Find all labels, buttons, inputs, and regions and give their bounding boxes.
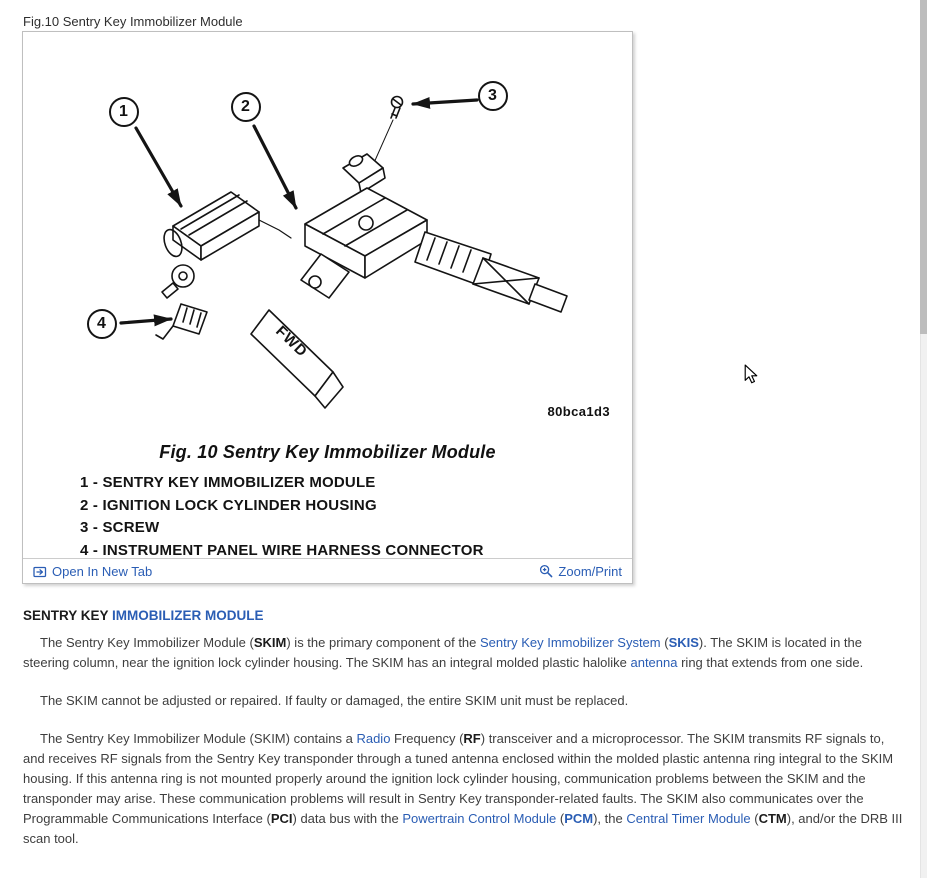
text-segment: ) is the primary component of the <box>286 635 481 650</box>
figure-panel <box>22 31 633 584</box>
figure-toolbar <box>23 558 632 583</box>
paragraph-3 <box>23 729 907 849</box>
scrollbar-thumb[interactable] <box>920 0 927 334</box>
text-segment: Frequency ( <box>390 731 464 746</box>
inline-link[interactable]: antenna <box>630 655 678 670</box>
text-segment: ( <box>750 811 759 826</box>
skim-module-drawing <box>161 192 291 298</box>
legend-item-2: 2 - IGNITION LOCK CYLINDER HOUSING <box>80 496 377 514</box>
article <box>23 608 907 849</box>
diagram-area <box>23 42 632 442</box>
fwd-banner <box>251 310 343 408</box>
column-shaft-drawing <box>415 232 567 312</box>
legend-item-3: 3 - SCREW <box>80 519 160 536</box>
ignition-housing-drawing <box>301 188 427 298</box>
zoom-print-label: Zoom/Print <box>558 563 622 579</box>
text-segment: ) data bus with the <box>292 811 403 826</box>
fwd-label: FWD <box>272 322 311 361</box>
harness-connector-drawing <box>156 304 207 339</box>
text-segment: RF <box>463 731 481 746</box>
scrollbar-track[interactable] <box>920 0 927 878</box>
text-segment: The Sentry Key Immobilizer Module (SKIM) contains a <box>40 731 357 746</box>
section-heading <box>23 608 907 623</box>
inline-link[interactable]: Sentry Key Immobilizer System <box>480 635 661 650</box>
text-segment: ( <box>556 811 565 826</box>
callout-1: 1 <box>109 97 139 127</box>
inline-link[interactable]: SKIS <box>668 635 699 650</box>
text-segment: ) transceiver and a microprocessor. The SKIM transmits RF signals to, and receives RF signals from the Sentry Key transponder through a tuned antenna enclosed within the molded plastic antenna ring integral to the SKIM housing. If this antenna ring is not mounted properly around the ignition lock cylinder housing, communication problems between the SKIM and the transponder may arise. These communication problems will result in Sentry Key transponder-related faults. The SKIM also communicates over the Programmable Communications Interface ( <box>23 731 894 826</box>
paragraph-2 <box>23 691 907 711</box>
text-segment: The SKIM cannot be adjusted or repaired. If faulty or damaged, the entire SKIM unit must be replaced. <box>40 693 629 708</box>
figure-title-label: Fig.10 Sentry Key Immobilizer Module <box>23 14 243 29</box>
callout-2: 2 <box>231 92 261 122</box>
paragraph-1 <box>23 633 907 673</box>
legend-item-4: 4 - INSTRUMENT PANEL WIRE HARNESS CONNECTOR <box>80 541 484 559</box>
text-segment: The Sentry Key Immobilizer Module ( <box>40 635 254 650</box>
text-segment: CTM <box>758 811 787 826</box>
text-segment: SKIM <box>253 635 287 650</box>
open-in-new-tab-link[interactable] <box>33 564 152 579</box>
text-segment: ), the <box>593 811 627 826</box>
text-segment: SENTRY KEY <box>23 608 113 623</box>
legend-item-1: 1 - SENTRY KEY IMMOBILIZER MODULE <box>80 474 376 491</box>
open-in-new-tab-icon <box>33 565 47 578</box>
text-segment: ( <box>660 635 669 650</box>
drawing-code: 80bca1d3 <box>547 404 610 419</box>
zoom-icon <box>539 564 553 578</box>
upper-bracket-drawing <box>343 154 385 193</box>
callout-3: 3 <box>478 81 508 111</box>
inline-link[interactable]: Powertrain Control Module <box>402 811 557 826</box>
text-segment: ), and/or the DRB III scan tool. <box>23 811 903 846</box>
inline-link[interactable]: PCM <box>564 811 594 826</box>
zoom-print-link[interactable] <box>539 564 622 579</box>
callout-4: 4 <box>87 309 117 339</box>
inline-link[interactable]: Radio <box>356 731 391 746</box>
text-segment: ). The SKIM is located in the steering column, near the ignition lock cylinder housing. The SKIM has an integral molded plastic halolike <box>23 635 862 670</box>
inline-link[interactable]: Central Timer Module <box>626 811 751 826</box>
text-segment: ring that extends from one side. <box>677 655 864 670</box>
open-in-new-tab-label: Open In New Tab <box>52 563 153 579</box>
mouse-cursor <box>744 364 758 384</box>
legend <box>80 472 484 562</box>
text-segment: PCI <box>270 811 293 826</box>
inline-link[interactable]: IMMOBILIZER MODULE <box>112 608 264 623</box>
figure-caption: Fig. 10 Sentry Key Immobilizer Module <box>159 442 496 462</box>
